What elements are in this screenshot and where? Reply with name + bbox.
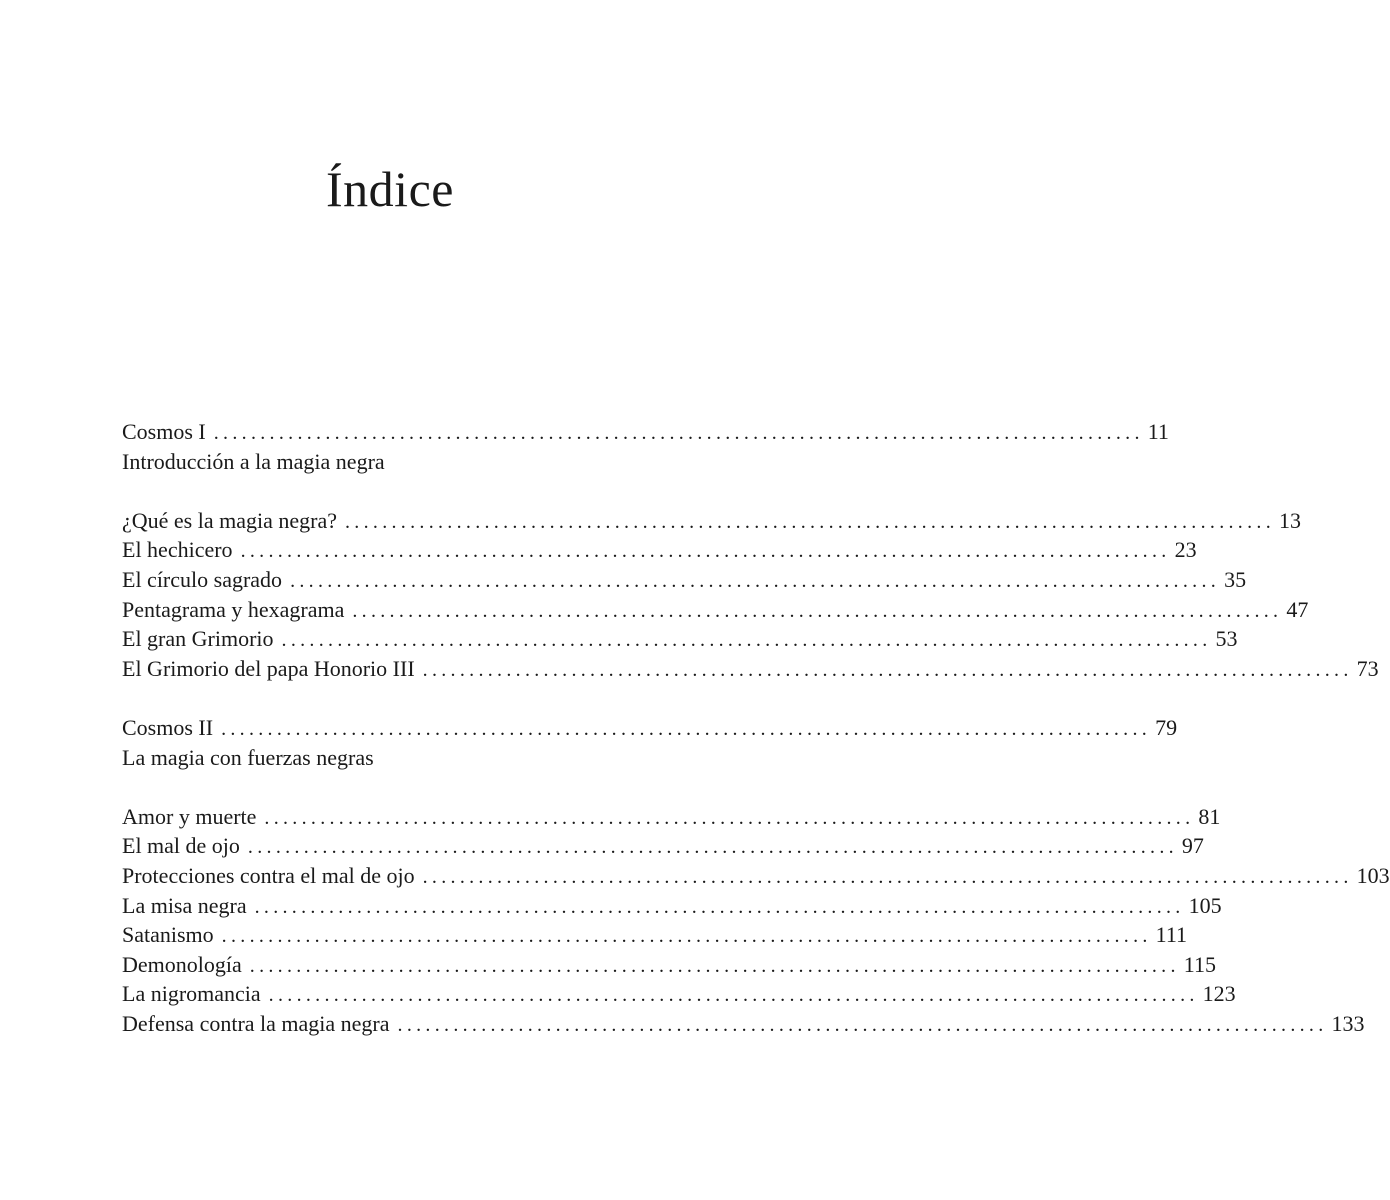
toc-section-entry[interactable]: [122, 417, 1169, 447]
toc-leader-dots: ....................................................................................................: [221, 717, 1152, 740]
toc-entry[interactable]: [122, 979, 1236, 1009]
toc-entry-page: 13: [1279, 507, 1301, 533]
toc-entry-title: Demonología: [122, 951, 242, 977]
toc-entry-page: 11: [1147, 419, 1169, 444]
toc-leader-dots: ....................................................................................................: [290, 569, 1221, 592]
toc-entry[interactable]: [122, 920, 1188, 950]
table-of-contents: [122, 417, 1390, 1038]
toc-entry-title: Cosmos I: [122, 419, 206, 444]
toc-entry-page: 115: [1183, 951, 1216, 977]
toc-leader-dots: ....................................................................................................: [345, 510, 1275, 533]
toc-leader-dots: ....................................................................................................: [281, 629, 1212, 652]
toc-entry[interactable]: [122, 861, 1390, 891]
toc-entry-title: El mal de ojo: [122, 833, 240, 859]
page-title: Índice: [326, 161, 454, 217]
toc-entry-title: ¿Qué es la magia negra?: [122, 507, 337, 533]
toc-entry[interactable]: [122, 506, 1301, 536]
toc-section-entry[interactable]: [122, 713, 1178, 743]
toc-entry-page: 111: [1155, 922, 1188, 948]
toc-leader-dots: ....................................................................................................: [249, 954, 1180, 977]
toc-entry-page: 133: [1331, 1010, 1365, 1036]
toc-spacer: [122, 683, 662, 713]
toc-entry-title: El gran Grimorio: [122, 626, 274, 652]
toc-entry[interactable]: [122, 831, 1204, 861]
toc-section-subtitle: La magia con fuerzas negras: [122, 744, 374, 770]
toc-leader-dots: ....................................................................................................: [254, 895, 1185, 918]
toc-entry-title: La nigromancia: [122, 981, 261, 1007]
toc-spacer: [122, 772, 662, 802]
toc-entry[interactable]: [122, 624, 1238, 654]
toc-entry-title: Satanismo: [122, 922, 214, 948]
toc-entry-page: 105: [1188, 892, 1222, 918]
toc-leader-dots: ....................................................................................................: [352, 599, 1283, 622]
toc-entry-page: 97: [1181, 833, 1204, 859]
toc-section-subtitle: Introducción a la magia negra: [122, 448, 385, 474]
toc-entry-title: El hechicero: [122, 537, 233, 563]
toc-entry-page: 123: [1202, 981, 1236, 1007]
toc-entry-page: 53: [1215, 626, 1238, 652]
toc-entry[interactable]: [122, 802, 1221, 832]
toc-entry[interactable]: [122, 565, 1247, 595]
toc-entry-title: El círculo sagrado: [122, 566, 283, 592]
toc-spacer: [122, 476, 662, 506]
toc-leader-dots: ....................................................................................................: [221, 925, 1152, 948]
toc-leader-dots: ....................................................................................................: [213, 422, 1144, 444]
toc-entry-page: 73: [1356, 655, 1379, 681]
toc-entry[interactable]: [122, 950, 1216, 980]
toc-entry-page: 81: [1198, 803, 1221, 829]
toc-entry[interactable]: [122, 595, 1309, 625]
toc-entry-page: 79: [1155, 714, 1178, 740]
toc-entry[interactable]: [122, 535, 1197, 565]
toc-entry[interactable]: [122, 654, 1379, 684]
toc-entry-title: Cosmos II: [122, 714, 214, 740]
toc-entry[interactable]: [122, 1009, 1365, 1039]
toc-entry-page: 47: [1286, 596, 1309, 622]
toc-entry-title: Protecciones contra el mal de ojo: [122, 862, 415, 888]
toc-leader-dots: ....................................................................................................: [264, 806, 1195, 829]
toc-entry-title: Defensa contra la magia negra: [122, 1010, 390, 1036]
toc-entry-title: Amor y muerte: [122, 803, 257, 829]
toc-leader-dots: ....................................................................................................: [397, 1013, 1328, 1036]
toc-leader-dots: ....................................................................................................: [268, 984, 1199, 1007]
toc-leader-dots: ....................................................................................................: [422, 865, 1353, 888]
toc-entry-page: 103: [1356, 862, 1390, 888]
toc-leader-dots: ....................................................................................................: [422, 658, 1353, 681]
toc-entry-page: 35: [1224, 566, 1247, 592]
toc-entry-page: 23: [1174, 537, 1197, 563]
toc-entry-title: La misa negra: [122, 892, 247, 918]
toc-leader-dots: ....................................................................................................: [240, 540, 1171, 563]
toc-entry-title: Pentagrama y hexagrama: [122, 596, 345, 622]
toc-leader-dots: ....................................................................................................: [247, 836, 1178, 859]
toc-entry-title: El Grimorio del papa Honorio III: [122, 655, 415, 681]
toc-entry[interactable]: [122, 891, 1222, 921]
